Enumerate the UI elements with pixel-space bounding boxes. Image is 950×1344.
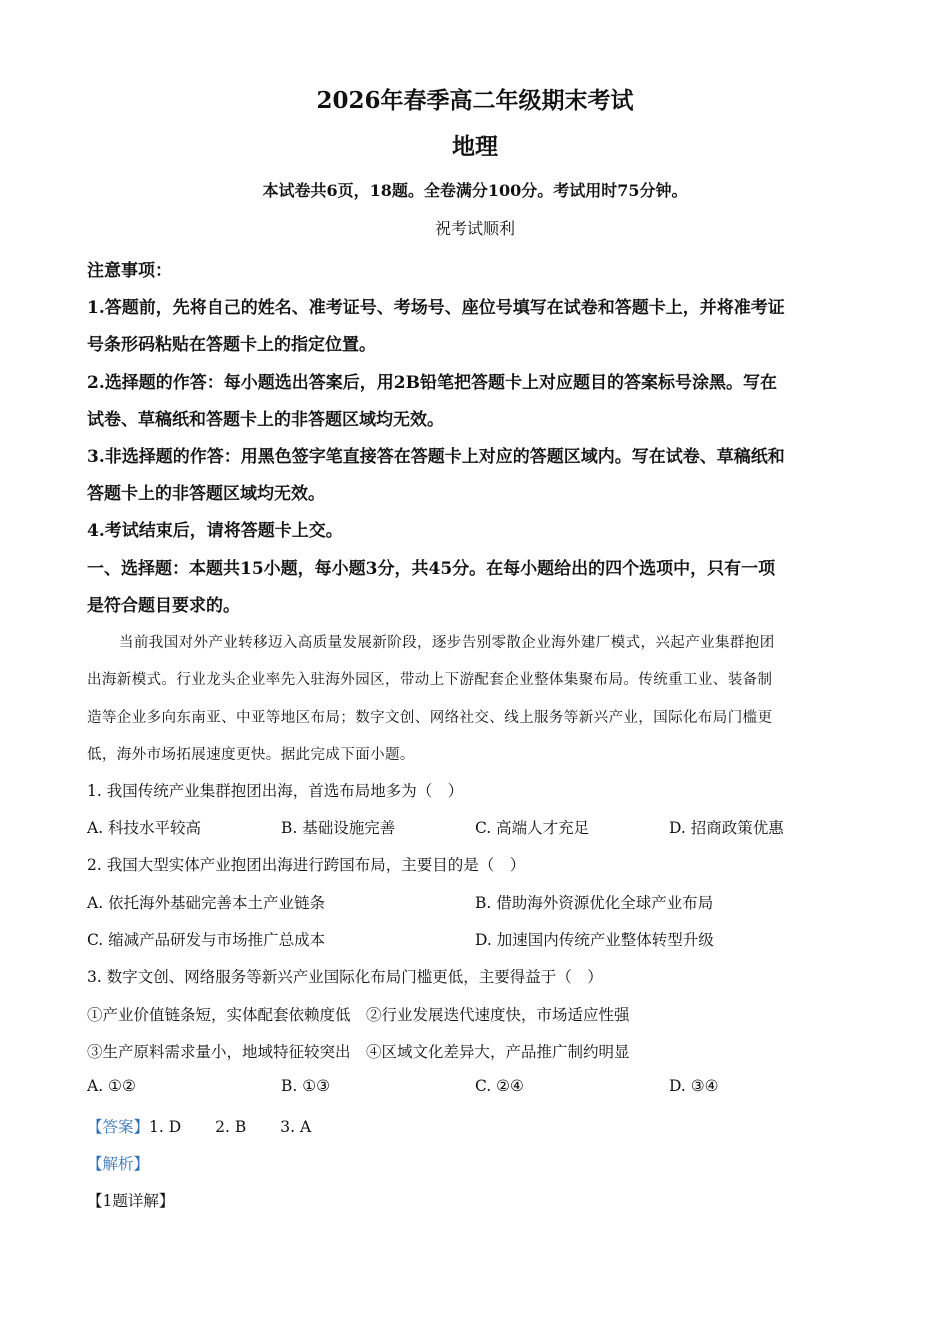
exam-info: 本试卷共6页，18题。全卷满分100分。考试用时75分钟。 — [262, 181, 688, 200]
option-a: A. 科技水平较高 — [87, 819, 202, 837]
note-line: 3.非选择题的作答：用黑色签字笔直接答在答题卡上对应的答题区域内。写在试卷、草稿纸和 — [87, 447, 785, 467]
note-line: 4.考试结束后，请将答题卡上交。 — [87, 521, 343, 541]
option-a: A. ①② — [87, 1077, 136, 1095]
question-stem: 1. 我国传统产业集群抱团出海，首选布局地多为（ ） — [87, 782, 464, 800]
option-b: B. 基础设施完善 — [281, 819, 396, 837]
option-c: C. 缩减产品研发与市场推广总成本 — [87, 931, 326, 949]
note-line: 号条形码粘贴在答题卡上的指定位置。 — [87, 335, 376, 355]
answer-item: 2. B — [215, 1118, 247, 1136]
passage-line: 当前我国对外产业转移迈入高质量发展新阶段，逐步告别零散企业海外建厂模式，兴起产业集群抱团 — [119, 635, 775, 651]
option-c: C. ②④ — [475, 1077, 524, 1095]
section-heading: 是符合题目要求的。 — [87, 596, 240, 616]
option-d: D. 招商政策优惠 — [669, 819, 784, 837]
passage-line: 出海新模式。行业龙头企业率先入驻海外园区，带动上下游配套企业整体集聚布局。传统重工业、装备制 — [87, 672, 773, 688]
option-d: D. 加速国内传统产业整体转型升级 — [475, 931, 714, 949]
answer-tag: 【答案】 — [87, 1118, 150, 1136]
analysis-detail: 【1题详解】 — [87, 1192, 175, 1210]
option-b: B. ①③ — [281, 1077, 331, 1095]
note-line: 答题卡上的非答题区域均无效。 — [87, 484, 325, 504]
analysis-tag: 【解析】 — [87, 1155, 150, 1173]
option-c: C. 高端人才充足 — [475, 819, 590, 837]
question-stem: 3. 数字文创、网络服务等新兴产业国际化布局门槛更低，主要得益于（ ） — [87, 968, 603, 986]
note-line: 1.答题前，先将自己的姓名、准考证号、考场号、座位号填写在试卷和答题卡上，并将准考证 — [87, 298, 785, 318]
option-a: A. 依托海外基础完善本土产业链条 — [87, 894, 326, 912]
answer-item: 1. D — [149, 1118, 182, 1136]
question-stem: 2. 我国大型实体产业抱团出海进行跨国布局，主要目的是（ ） — [87, 856, 526, 874]
note-line: 试卷、草稿纸和答题卡上的非答题区域均无效。 — [87, 410, 444, 430]
section-heading: 一、选择题：本题共15小题，每小题3分，共45分。在每小题给出的四个选项中，只有一项 — [87, 559, 776, 579]
notes-heading: 注意事项： — [87, 261, 172, 281]
answer-item: 3. A — [280, 1118, 312, 1136]
answer-row — [87, 1115, 311, 1137]
wish-text: 祝考试顺利 — [434, 219, 515, 238]
statement-line: ①产业价值链条短，实体配套依赖度低 ②行业发展迭代速度快，市场适应性强 — [87, 1006, 630, 1024]
passage-line: 低，海外市场拓展速度更快。据此完成下面小题。 — [87, 747, 415, 763]
option-b: B. 借助海外资源优化全球产业布局 — [475, 894, 714, 912]
subject-title: 地理 — [452, 133, 498, 160]
exam-title: 2026年春季高二年级期末考试 — [316, 87, 634, 114]
option-d: D. ③④ — [669, 1077, 719, 1095]
note-line: 2.选择题的作答：每小题选出答案后，用2B铅笔把答题卡上对应题目的答案标号涂黑。写在 — [87, 373, 777, 393]
statement-line: ③生产原料需求量小，地域特征较突出 ④区域文化差异大，产品推广制约明显 — [87, 1043, 630, 1061]
passage-line: 造等企业多向东南亚、中亚等地区布局；数字文创、网络社交、线上服务等新兴产业，国际化布局门槛更 — [87, 710, 773, 726]
